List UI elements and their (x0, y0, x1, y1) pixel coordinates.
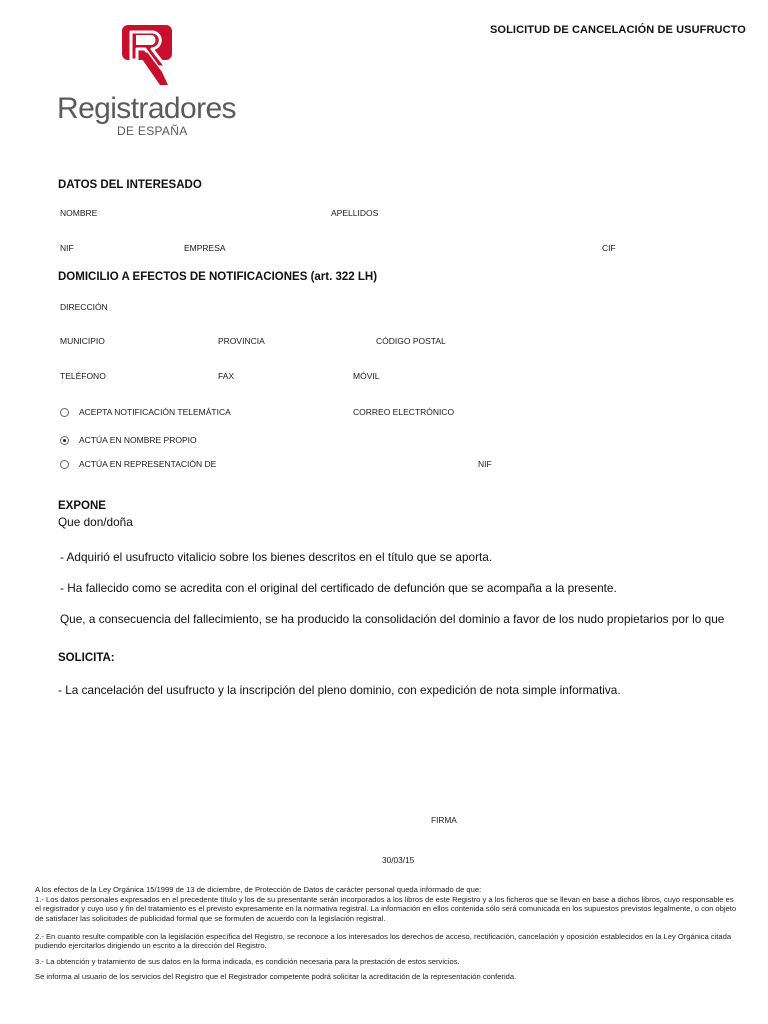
expone-intro: Que don/doña (58, 515, 133, 529)
direccion-label: DIRECCIÓN (60, 302, 108, 312)
representacion-label: ACTÚA EN REPRESENTACIÓN DE (79, 459, 217, 469)
nif-label: NIF (60, 243, 74, 253)
codigo-postal-label: CÓDIGO POSTAL (376, 336, 446, 346)
representacion-radio[interactable] (60, 460, 69, 469)
expone-title: EXPONE (58, 500, 106, 512)
solicita-title: SOLICITA: (58, 652, 115, 664)
section-title-interesado: DATOS DEL INTERESADO (58, 179, 202, 191)
legal-paragraph-1: 1.- Los datos personales expresados en el precedente título y los de su presentante serán incorporados a los libros de este Registro y a los ficheros que se llevan en base a dichos libros, cuyo responsable es el registrador y cuyo uso y fin del tratamiento es el previsto expresamente en la normativa registral. La información en ellos contenida sólo será comunicada en los supuestos previstos legalmente, o con objeto de satisfacer las solicitudes de publicidad formal que se formulen de acuerdo con la legislación registral. (35, 895, 737, 923)
expone-line-2: - Ha fallecido como se acredita con el original del certificado de defunción que se acompaña a la presente. (60, 581, 617, 595)
legal-intro: A los efectos de la Ley Orgánica 15/1999 de 13 de diciembre, de Protección de Datos de carácter personal queda informado de que: (35, 885, 482, 894)
provincia-label: PROVINCIA (218, 336, 265, 346)
cif-label: CIF (602, 243, 616, 253)
movil-label: MÓVIL (353, 371, 380, 381)
fax-label: FAX (218, 371, 235, 381)
telefono-label: TELÉFONO (60, 371, 106, 381)
logo-subtitle: DE ESPAÑA (117, 124, 188, 138)
solicita-line-1: - La cancelación del usufructo y la inscripción del pleno dominio, con expedición de nota simple informativa. (58, 683, 621, 697)
legal-paragraph-4: Se informa al usuario de los servicios del Registro que el Registrador competente podrá solicitar la acreditación de la representación conferida. (35, 972, 517, 981)
legal-paragraph-3: 3.- La obtención y tratamiento de sus datos en la forma indicada, es condición necesaria para la prestación de estos servicios. (35, 957, 460, 966)
registradores-logo-mark (122, 25, 174, 87)
nombre-propio-label: ACTÚA EN NOMBRE PROPIO (79, 435, 197, 445)
correo-electronico-label: CORREO ELECTRÓNICO (353, 407, 455, 417)
nombre-label: NOMBRE (60, 208, 98, 218)
logo-wordmark: Registradores (57, 92, 236, 125)
document-title: SOLICITUD DE CANCELACIÓN DE USUFRUCTO (490, 24, 746, 36)
firma-date: 30/03/15 (382, 855, 415, 865)
acepta-notificacion-label: ACEPTA NOTIFICACIÓN TELEMÁTICA (79, 407, 231, 417)
acepta-notificacion-radio[interactable] (60, 408, 69, 417)
municipio-label: MUNICIPIO (60, 336, 105, 346)
representacion-nif-label: NIF (478, 459, 492, 469)
firma-label: FIRMA (431, 815, 457, 825)
section-title-domicilio: DOMICILIO A EFECTOS DE NOTIFICACIONES (art. 322 LH) (58, 271, 378, 283)
expone-line-3: Que, a consecuencia del fallecimiento, se ha producido la consolidación del dominio a favor de los nudo propietarios por lo que (60, 612, 725, 626)
nombre-propio-radio[interactable] (60, 436, 69, 445)
legal-paragraph-2: 2.- En cuanto resulte compatible con la legislación específica del Registro, se reconoce a los interesados los derechos de acceso, rectificación, cancelación y oposición establecidos en la Ley Orgánica citada pudiendo ejercitarlos dirigiendo un escrito a la dirección del Registro. (35, 932, 732, 951)
empresa-label: EMPRESA (184, 243, 226, 253)
apellidos-label: APELLIDOS (331, 208, 379, 218)
expone-line-1: - Adquirió el usufructo vitalicio sobre los bienes descritos en el título que se aporta. (60, 550, 493, 564)
